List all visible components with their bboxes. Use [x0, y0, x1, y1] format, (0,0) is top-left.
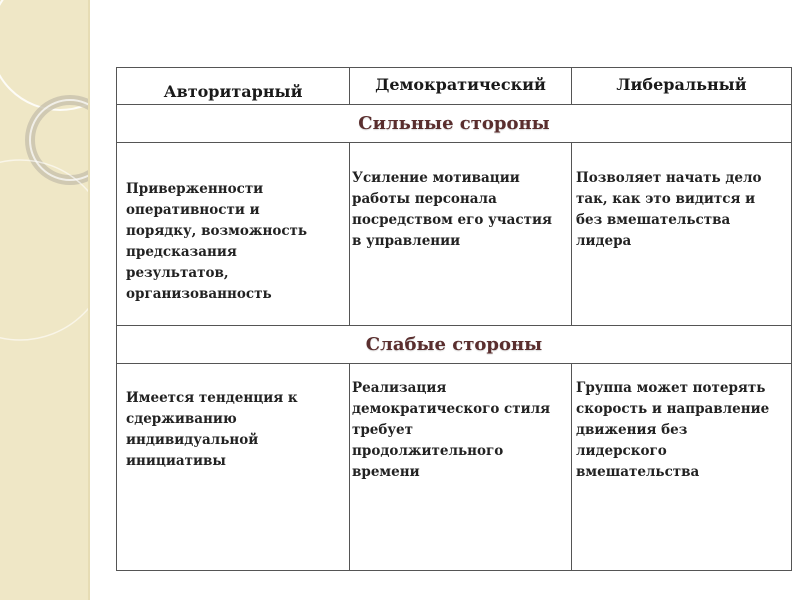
decorative-circles-graphic: [0, 0, 88, 600]
header-label: Демократический: [375, 75, 546, 94]
header-cell-democratic: [350, 68, 572, 104]
leadership-styles-table: [116, 67, 792, 571]
cell-text: Имеется тенденция к сдерживанию индивидуальной инициативы: [126, 390, 298, 469]
table-cell: [117, 364, 350, 570]
table-cell: [350, 364, 572, 570]
table-cell: [117, 143, 350, 325]
header-cell-liberal: [572, 68, 791, 104]
cell-text: Группа может потерять скорость и направление движения без лидерского вмешательства: [576, 380, 770, 480]
side-panel-edge: [88, 0, 90, 600]
table-cell: [350, 143, 572, 325]
table-header-row: [117, 68, 791, 105]
decorative-side-panel: [0, 0, 88, 600]
strengths-title: Сильные стороны: [358, 113, 550, 134]
weaknesses-section-row: [117, 326, 791, 364]
weaknesses-title: Слабые стороны: [365, 334, 543, 355]
strengths-section-row: [117, 105, 791, 143]
strengths-content-row: [117, 143, 791, 326]
header-label: Авторитарный: [163, 82, 303, 101]
cell-text: Приверженности оперативности и порядку, возможность предсказания результатов, организованность: [126, 181, 308, 302]
cell-text: Позволяет начать дело так, как это видится и без вмешательства лидера: [576, 170, 762, 249]
cell-text: Реализация демократического стиля требует продолжительного времени: [352, 380, 551, 480]
table-cell: [572, 364, 791, 570]
header-label: Либеральный: [616, 75, 747, 94]
table-cell: [572, 143, 791, 325]
header-cell-authoritarian: [117, 68, 350, 104]
weaknesses-content-row: [117, 364, 791, 570]
cell-text: Усиление мотивации работы персонала посредством его участия в управлении: [352, 170, 552, 249]
